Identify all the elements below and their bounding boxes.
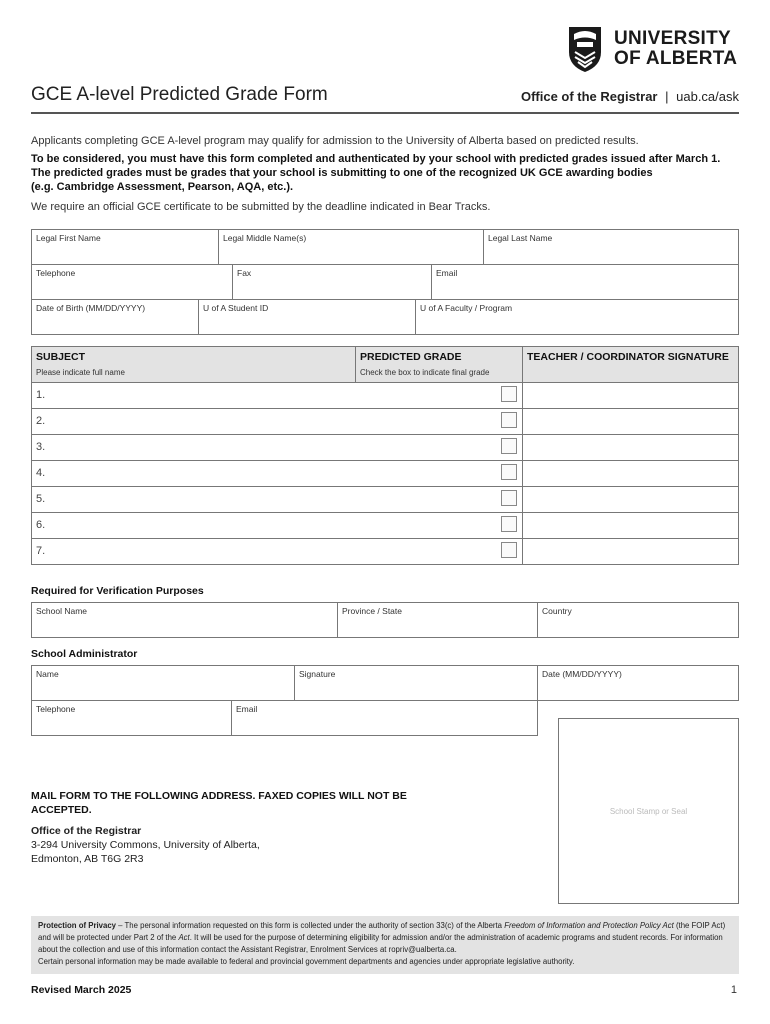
page-title: GCE A-level Predicted Grade Form (31, 84, 328, 105)
intro-p5: We require an official GCE certificate to be submitted by the deadline indicated in Bear Tracks. (31, 201, 491, 213)
crest-icon (566, 24, 604, 74)
subject-cell[interactable] (31, 434, 523, 461)
email-field[interactable]: Email (431, 264, 739, 300)
grade-checkbox[interactable] (501, 412, 517, 428)
country-field[interactable]: Country (537, 602, 739, 638)
verification-title: Required for Verification Purposes (31, 585, 204, 597)
fax-field[interactable]: Fax (232, 264, 432, 300)
row-number: 1. (36, 389, 46, 401)
signature-cell[interactable] (522, 486, 739, 513)
row-number: 3. (36, 441, 46, 453)
mailing-address: Office of the Registrar 3-294 University Commons, University of Alberta, Edmonton, AB T6G 2R3 (31, 825, 260, 865)
signature-cell[interactable] (522, 512, 739, 539)
subject-cell[interactable] (31, 408, 523, 435)
grade-header: PREDICTED GRADE Check the box to indicate final grade (355, 346, 523, 383)
privacy-notice: Protection of Privacy – The personal information requested on this form is collected under the authority of section 33(c) of the Alberta Freedom of Information and Protection Policy Act (the FOIP Act) and will be protected under Part 2 of the Act. It will be used for the purpose of determining eligibility for admission and/or the administration of academic programs and student records. For information about the collection and use of this information contact the Assistant Registrar, Enrolment Services at ropriv@ualberta.ca. Certain personal information may be made available to federal and provincial government departments and agencies under appropriate legislative authority. (31, 916, 739, 974)
subject-cell[interactable] (31, 512, 523, 539)
signature-cell[interactable] (522, 460, 739, 487)
row-number: 6. (36, 519, 46, 531)
admin-date-field[interactable]: Date (MM/DD/YYYY) (537, 665, 739, 701)
grade-checkbox[interactable] (501, 542, 517, 558)
grade-checkbox[interactable] (501, 464, 517, 480)
separator: | (665, 89, 669, 104)
row-number: 7. (36, 545, 46, 557)
administrator-title: School Administrator (31, 648, 138, 660)
university-logo (566, 24, 737, 74)
office-info (521, 89, 739, 104)
grade-checkbox[interactable] (501, 490, 517, 506)
admin-email-field[interactable]: Email (231, 700, 538, 736)
admin-telephone-field[interactable]: Telephone (31, 700, 232, 736)
signature-cell[interactable] (522, 434, 739, 461)
intro-p3: The predicted grades must be grades that your school is submitting to one of the recognized UK GCE awarding bodies (31, 167, 653, 179)
signature-cell[interactable] (522, 538, 739, 565)
signature-cell[interactable] (522, 408, 739, 435)
school-stamp-box[interactable]: School Stamp or Seal (558, 718, 739, 904)
intro-p2: To be considered, you must have this form completed and authenticated by your school with predicted grades issued after March 1. (31, 153, 721, 165)
row-number: 5. (36, 493, 46, 505)
row-number: 2. (36, 415, 46, 427)
teacher-header: TEACHER / COORDINATOR SIGNATURE (522, 346, 739, 383)
subject-cell[interactable] (31, 538, 523, 565)
faculty-field[interactable]: U of A Faculty / Program (415, 299, 739, 335)
grade-checkbox[interactable] (501, 438, 517, 454)
province-field[interactable]: Province / State (337, 602, 538, 638)
subject-cell[interactable] (31, 460, 523, 487)
subject-header: SUBJECT Please indicate full name (31, 346, 356, 383)
row-number: 4. (36, 467, 46, 479)
last-name-field[interactable]: Legal Last Name (483, 229, 739, 265)
dob-field[interactable]: Date of Birth (MM/DD/YYYY) (31, 299, 199, 335)
revised-date: Revised March 2025 (31, 984, 132, 996)
school-name-field[interactable]: School Name (31, 602, 338, 638)
intro-p1: Applicants completing GCE A-level program may qualify for admission to the University of Alberta based on predicted results. (31, 135, 639, 147)
first-name-field[interactable]: Legal First Name (31, 229, 219, 265)
website-link[interactable]: uab.ca/ask (676, 89, 739, 104)
intro-p4: (e.g. Cambridge Assessment, Pearson, AQA, etc.). (31, 181, 294, 193)
grade-checkbox[interactable] (501, 386, 517, 402)
student-id-field[interactable]: U of A Student ID (198, 299, 416, 335)
office-name: Office of the Registrar (520, 89, 658, 104)
subject-cell[interactable] (31, 486, 523, 513)
telephone-field[interactable]: Telephone (31, 264, 233, 300)
subject-cell[interactable] (31, 382, 523, 409)
signature-cell[interactable] (522, 382, 739, 409)
privacy-email-link[interactable]: ropriv@ualberta.ca (388, 945, 455, 954)
logo-wordmark: UNIVERSITY OF ALBERTA (614, 28, 738, 69)
admin-signature-field[interactable]: Signature (294, 665, 538, 701)
grade-checkbox[interactable] (501, 516, 517, 532)
page-number: 1 (730, 984, 737, 996)
intro-text (31, 134, 741, 218)
admin-name-field[interactable]: Name (31, 665, 295, 701)
header-rule (31, 112, 739, 114)
middle-name-field[interactable]: Legal Middle Name(s) (218, 229, 484, 265)
mail-instruction: MAIL FORM TO THE FOLLOWING ADDRESS. FAXED COPIES WILL NOT BE ACCEPTED. (31, 790, 407, 816)
